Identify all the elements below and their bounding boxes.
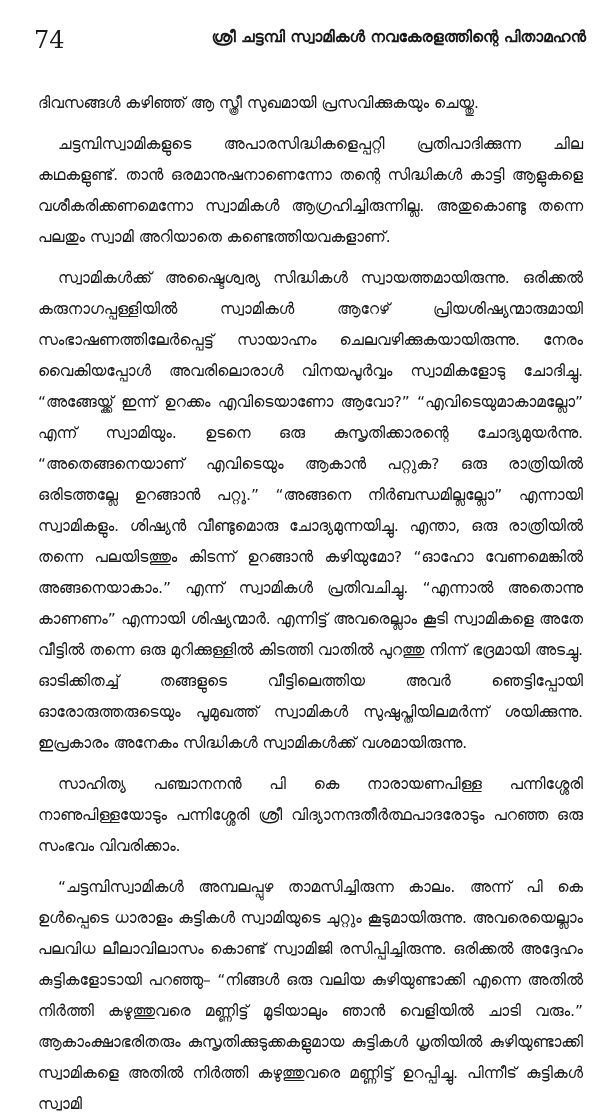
running-title: ശ്രീ ചട്ടമ്പി സ്വാമികൾ നവകേരളത്തിന്റെ പിതാമഹൻ — [211, 28, 586, 46]
page-header — [14, 22, 586, 62]
paragraph: ദിവസങ്ങൾ കഴിഞ്ഞ് ആ സ്ത്രീ സുഖമായി പ്രസവിക്കുകയും ചെയ്തു. — [38, 94, 479, 112]
paragraph: സാഹിത്യ പഞ്ചാനനൻ പി കെ നാരായണപിള്ള പന്നിശ്ശേരി നാണുപിള്ളയോടും പന്നിശ്ശേരി ശ്രീ വിദ്യാനന്ദതീർത്ഥപാദരോടും പറഞ്ഞ ഒരു സംഭവം വിവരിക്കാം. — [38, 775, 583, 855]
paragraph: സ്വാമികൾക്ക് അഷ്ടൈശ്വര്യ സിദ്ധികൾ സ്വായത്തമായിരുന്നു. ഒരിക്കൽ കരുനാഗപ്പള്ളിയിൽ സ്വാമികൾ ആറേഴ് പ്രിയശിഷ്യന്മാരുമായി സംഭാഷണത്തിലേർപ്പെട്ട് സായാഹ്നം ചെലവഴിക്കുകയായിരുന്നു. നേരം വൈകിയപ്പോൾ അവരിലൊരാൾ വിനയപൂർവ്വം സ്വാമികളോടു ചോദിച്ചു. “അങ്ങേയ്ക്ക് ഇന്ന് ഉറക്കം എവിടെയാണോ ആവോ?” “എവിടെയുമാകാമല്ലോ” എന്ന് സ്വാമിയും. ഉടനെ ഒരു കുസൃതിക്കാരന്റെ ചോദ്യമുയർന്നു. “അതെങ്ങനെയാണ് എവിടെയും ആകാൻ പറ്റുക? ഒരു രാത്രിയിൽ ഒരിടത്തല്ലേ ഉറങ്ങാൻ പറ്റൂ.” “അങ്ങനെ നിർബന്ധമില്ലല്ലോ” എന്നായി സ്വാമികളും. ശിഷ്യൻ വീണ്ടുമൊരു ചോദ്യമുന്നയിച്ചു. എന്താ, ഒരു രാത്രിയിൽ തന്നെ പലയിടത്തും കിടന്ന് ഉറങ്ങാൻ കഴിയുമോ? “ഓഹോ വേണമെങ്കിൽ അങ്ങനെയാകാം.” എന്ന് സ്വാമികൾ പ്രതിവചിച്ചു. “എന്നാൽ അതൊന്നു കാണണം” എന്നായി ശിഷ്യന്മാർ. എന്നിട്ട് അവരെല്ലാം കൂടി സ്വാമികളെ അതേ വീട്ടിൽ തന്നെ ഒരു മുറിക്കുള്ളിൽ കിടത്തി വാതിൽ പുറത്തു നിന്ന് ഭദ്രമായി അടച്ചു. ഓടിക്കിതച്ച് തങ്ങളുടെ വീട്ടിലെത്തിയ അവർ ഞെട്ടിപ്പോയി ഓരോരുത്തരുടെയും പൂമുഖത്ത് സ്വാമികൾ സുഷുപ്തിയിലമർന്ന് ശയിക്കുന്നു. ഇപ്രകാരം അനേകം സിദ്ധികൾ സ്വാമികൾക്ക് വശമായിരുന്നു. — [38, 269, 583, 752]
paragraph: ചട്ടമ്പിസ്വാമികളുടെ അപാരസിദ്ധികളെപ്പറ്റി പ്രതിപാദിക്കുന്ന ചില കഥകളുണ്ട്. താൻ ഒരമാനുഷനാണെന്നോ തന്റെ സിദ്ധികൾ കാട്ടി ആളുകളെ വശീകരിക്കണമെന്നോ സ്വാമികൾ ആഗ്രഹിച്ചിരുന്നില്ല. അതുകൊണ്ടു തന്നെ പലതും സ്വാമി അറിയാതെ കണ്ടെത്തിയവകളാണ്. — [38, 135, 583, 246]
body-text — [38, 88, 583, 1120]
page-number: 74 — [34, 26, 65, 54]
paragraph: “ചട്ടമ്പിസ്വാമികൾ അമ്പലപ്പുഴ താമസിച്ചിരുന്ന കാലം. അന്ന് പി കെ ഉൾപ്പെടെ ധാരാളം കുട്ടികൾ സ്വാമിയുടെ ചുറ്റും കൂടുമായിരുന്നു. അവരെയെല്ലാം പലവിധ ലീലാവിലാസം കൊണ്ട് സ്വാമിജി രസിപ്പിച്ചിരുന്നു. ഒരിക്കൽ അദ്ദേഹം കുട്ടികളോടായി പറഞ്ഞു– “നിങ്ങൾ ഒരു വലിയ കുഴിയുണ്ടാക്കി എന്നെ അതിൽ നിർത്തി കഴുത്തുവരെ മണ്ണിട്ട് മൂടിയാലും ഞാൻ വെളിയിൽ ചാടി വരും.” ആകാംക്ഷാഭരിതരും കുസൃതിക്കുടുക്കകളുമായ കുട്ടികൾ ധൃതിയിൽ കുഴിയുണ്ടാക്കി സ്വാമികളെ അതിൽ നിർത്തി കഴുത്തുവരെ മണ്ണിട്ട് ഉറപ്പിച്ചു. പിന്നീട് കുട്ടികൾ സ്വാമി — [38, 878, 583, 1113]
